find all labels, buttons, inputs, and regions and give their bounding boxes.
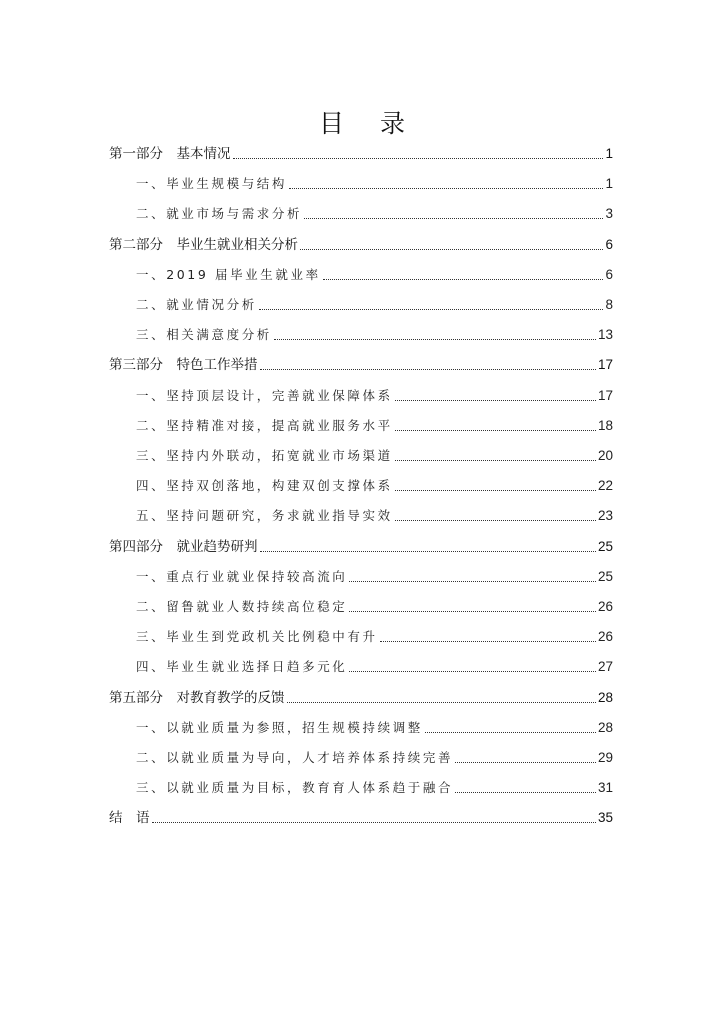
toc-entry-label: 三、相关满意度分析 — [136, 327, 272, 342]
toc-page-number: 20 — [597, 448, 613, 463]
toc-page-number: 23 — [597, 508, 613, 523]
toc-subsection-entry[interactable] — [136, 719, 613, 737]
toc-subsection-entry[interactable] — [136, 568, 613, 586]
toc-dot-leader — [380, 641, 596, 642]
toc-entry-label: 一、坚持顶层设计，完善就业保障体系 — [136, 388, 393, 403]
toc-subsection-entry[interactable] — [136, 326, 613, 344]
toc-entry-label: 一、重点行业就业保持较高流向 — [136, 569, 348, 584]
toc-dot-leader — [349, 611, 596, 612]
toc-section-entry[interactable] — [109, 689, 613, 707]
toc-subsection-entry[interactable] — [136, 175, 613, 193]
toc-entry-label: 二、就业情况分析 — [136, 297, 257, 312]
toc-dot-leader — [349, 671, 596, 672]
toc-entry-label: 一、2019 届毕业生就业率 — [136, 267, 321, 282]
page-title: 目 录 — [319, 109, 419, 138]
toc-entry-label: 二、坚持精准对接，提高就业服务水平 — [136, 418, 393, 433]
toc-page-number: 26 — [597, 629, 613, 644]
toc-page-number: 22 — [597, 478, 613, 493]
toc-entry-label: 第三部分 特色工作举措 — [109, 357, 258, 373]
toc-subsection-entry[interactable] — [136, 598, 613, 616]
toc-dot-leader — [323, 279, 604, 280]
toc-entry-label: 二、以就业质量为导向，人才培养体系持续完善 — [136, 750, 454, 765]
toc-page-number: 25 — [597, 539, 613, 554]
toc-page-number: 25 — [597, 569, 613, 584]
toc-subsection-entry[interactable] — [136, 628, 613, 646]
toc-page-number: 17 — [597, 388, 613, 403]
toc-subsection-entry[interactable] — [136, 447, 613, 465]
toc-dot-leader — [300, 249, 603, 250]
toc-entry-label: 三、毕业生到党政机关比例稳中有升 — [136, 629, 378, 644]
toc-dot-leader — [259, 309, 604, 310]
toc-page-number: 13 — [597, 327, 613, 342]
toc-subsection-entry[interactable] — [136, 266, 613, 284]
toc-subsection-entry[interactable] — [136, 296, 613, 314]
toc-page-number: 3 — [605, 206, 613, 221]
toc-subsection-entry[interactable] — [136, 779, 613, 797]
toc-page-number: 8 — [605, 297, 613, 312]
toc-page-number: 28 — [597, 690, 613, 705]
toc-dot-leader — [152, 822, 596, 823]
toc-page-number: 31 — [597, 780, 613, 795]
toc-dot-leader — [274, 339, 596, 340]
toc-dot-leader — [455, 762, 596, 763]
toc-subsection-entry[interactable] — [136, 658, 613, 676]
toc-dot-leader — [349, 581, 596, 582]
toc-subsection-entry[interactable] — [136, 749, 613, 767]
toc-dot-leader — [395, 520, 596, 521]
toc-entry-label: 第二部分 毕业生就业相关分析 — [109, 237, 298, 253]
toc-page-number: 1 — [605, 176, 613, 191]
toc-dot-leader — [395, 400, 596, 401]
toc-dot-leader — [304, 218, 603, 219]
toc-entry-label: 三、以就业质量为目标，教育育人体系趋于融合 — [136, 780, 454, 795]
toc-dot-leader — [289, 188, 603, 189]
toc-page-number: 29 — [597, 750, 613, 765]
toc-entry-label: 四、毕业生就业选择日趋多元化 — [136, 659, 348, 674]
toc-subsection-entry[interactable] — [136, 387, 613, 405]
toc-section-entry[interactable] — [109, 809, 613, 827]
toc-page-number: 28 — [597, 720, 613, 735]
toc-section-entry[interactable] — [109, 236, 613, 254]
toc-subsection-entry[interactable] — [136, 477, 613, 495]
toc-entry-label: 二、就业市场与需求分析 — [136, 206, 303, 221]
toc-dot-leader — [260, 551, 596, 552]
toc-dot-leader — [287, 702, 596, 703]
toc-page-number: 27 — [597, 659, 613, 674]
toc-entry-label: 一、以就业质量为参照，招生规模持续调整 — [136, 720, 423, 735]
toc-subsection-entry[interactable] — [136, 507, 613, 525]
toc-entry-label: 结 语 — [109, 810, 150, 826]
toc-subsection-entry[interactable] — [136, 417, 613, 435]
toc-page-number: 18 — [597, 418, 613, 433]
toc-dot-leader — [260, 369, 596, 370]
toc-dot-leader — [395, 460, 596, 461]
toc-dot-leader — [395, 490, 596, 491]
toc-page-number: 35 — [597, 810, 613, 825]
toc-page-number: 17 — [597, 357, 613, 372]
toc-entry-label: 二、留鲁就业人数持续高位稳定 — [136, 599, 348, 614]
toc-entry-label: 三、坚持内外联动，拓宽就业市场渠道 — [136, 448, 393, 463]
toc-page-number: 26 — [597, 599, 613, 614]
toc-page-number: 6 — [605, 267, 613, 282]
toc-entry-label: 一、毕业生规模与结构 — [136, 176, 288, 191]
toc-subsection-entry[interactable] — [136, 205, 613, 223]
toc-entry-label: 第一部分 基本情况 — [109, 146, 231, 162]
toc-section-entry[interactable] — [109, 356, 613, 374]
toc-dot-leader — [455, 792, 596, 793]
toc-section-entry[interactable] — [109, 538, 613, 556]
toc-page-number: 1 — [605, 146, 613, 161]
toc-entry-label: 第五部分 对教育教学的反馈 — [109, 690, 285, 706]
toc-entry-label: 五、坚持问题研究，务求就业指导实效 — [136, 508, 393, 523]
toc-dot-leader — [425, 732, 596, 733]
toc-entry-label: 第四部分 就业趋势研判 — [109, 539, 258, 555]
toc-entry-label: 四、坚持双创落地，构建双创支撑体系 — [136, 478, 393, 493]
toc-dot-leader — [233, 158, 604, 159]
toc-section-entry[interactable] — [109, 145, 613, 163]
toc-page-number: 6 — [605, 237, 613, 252]
toc-dot-leader — [395, 430, 596, 431]
